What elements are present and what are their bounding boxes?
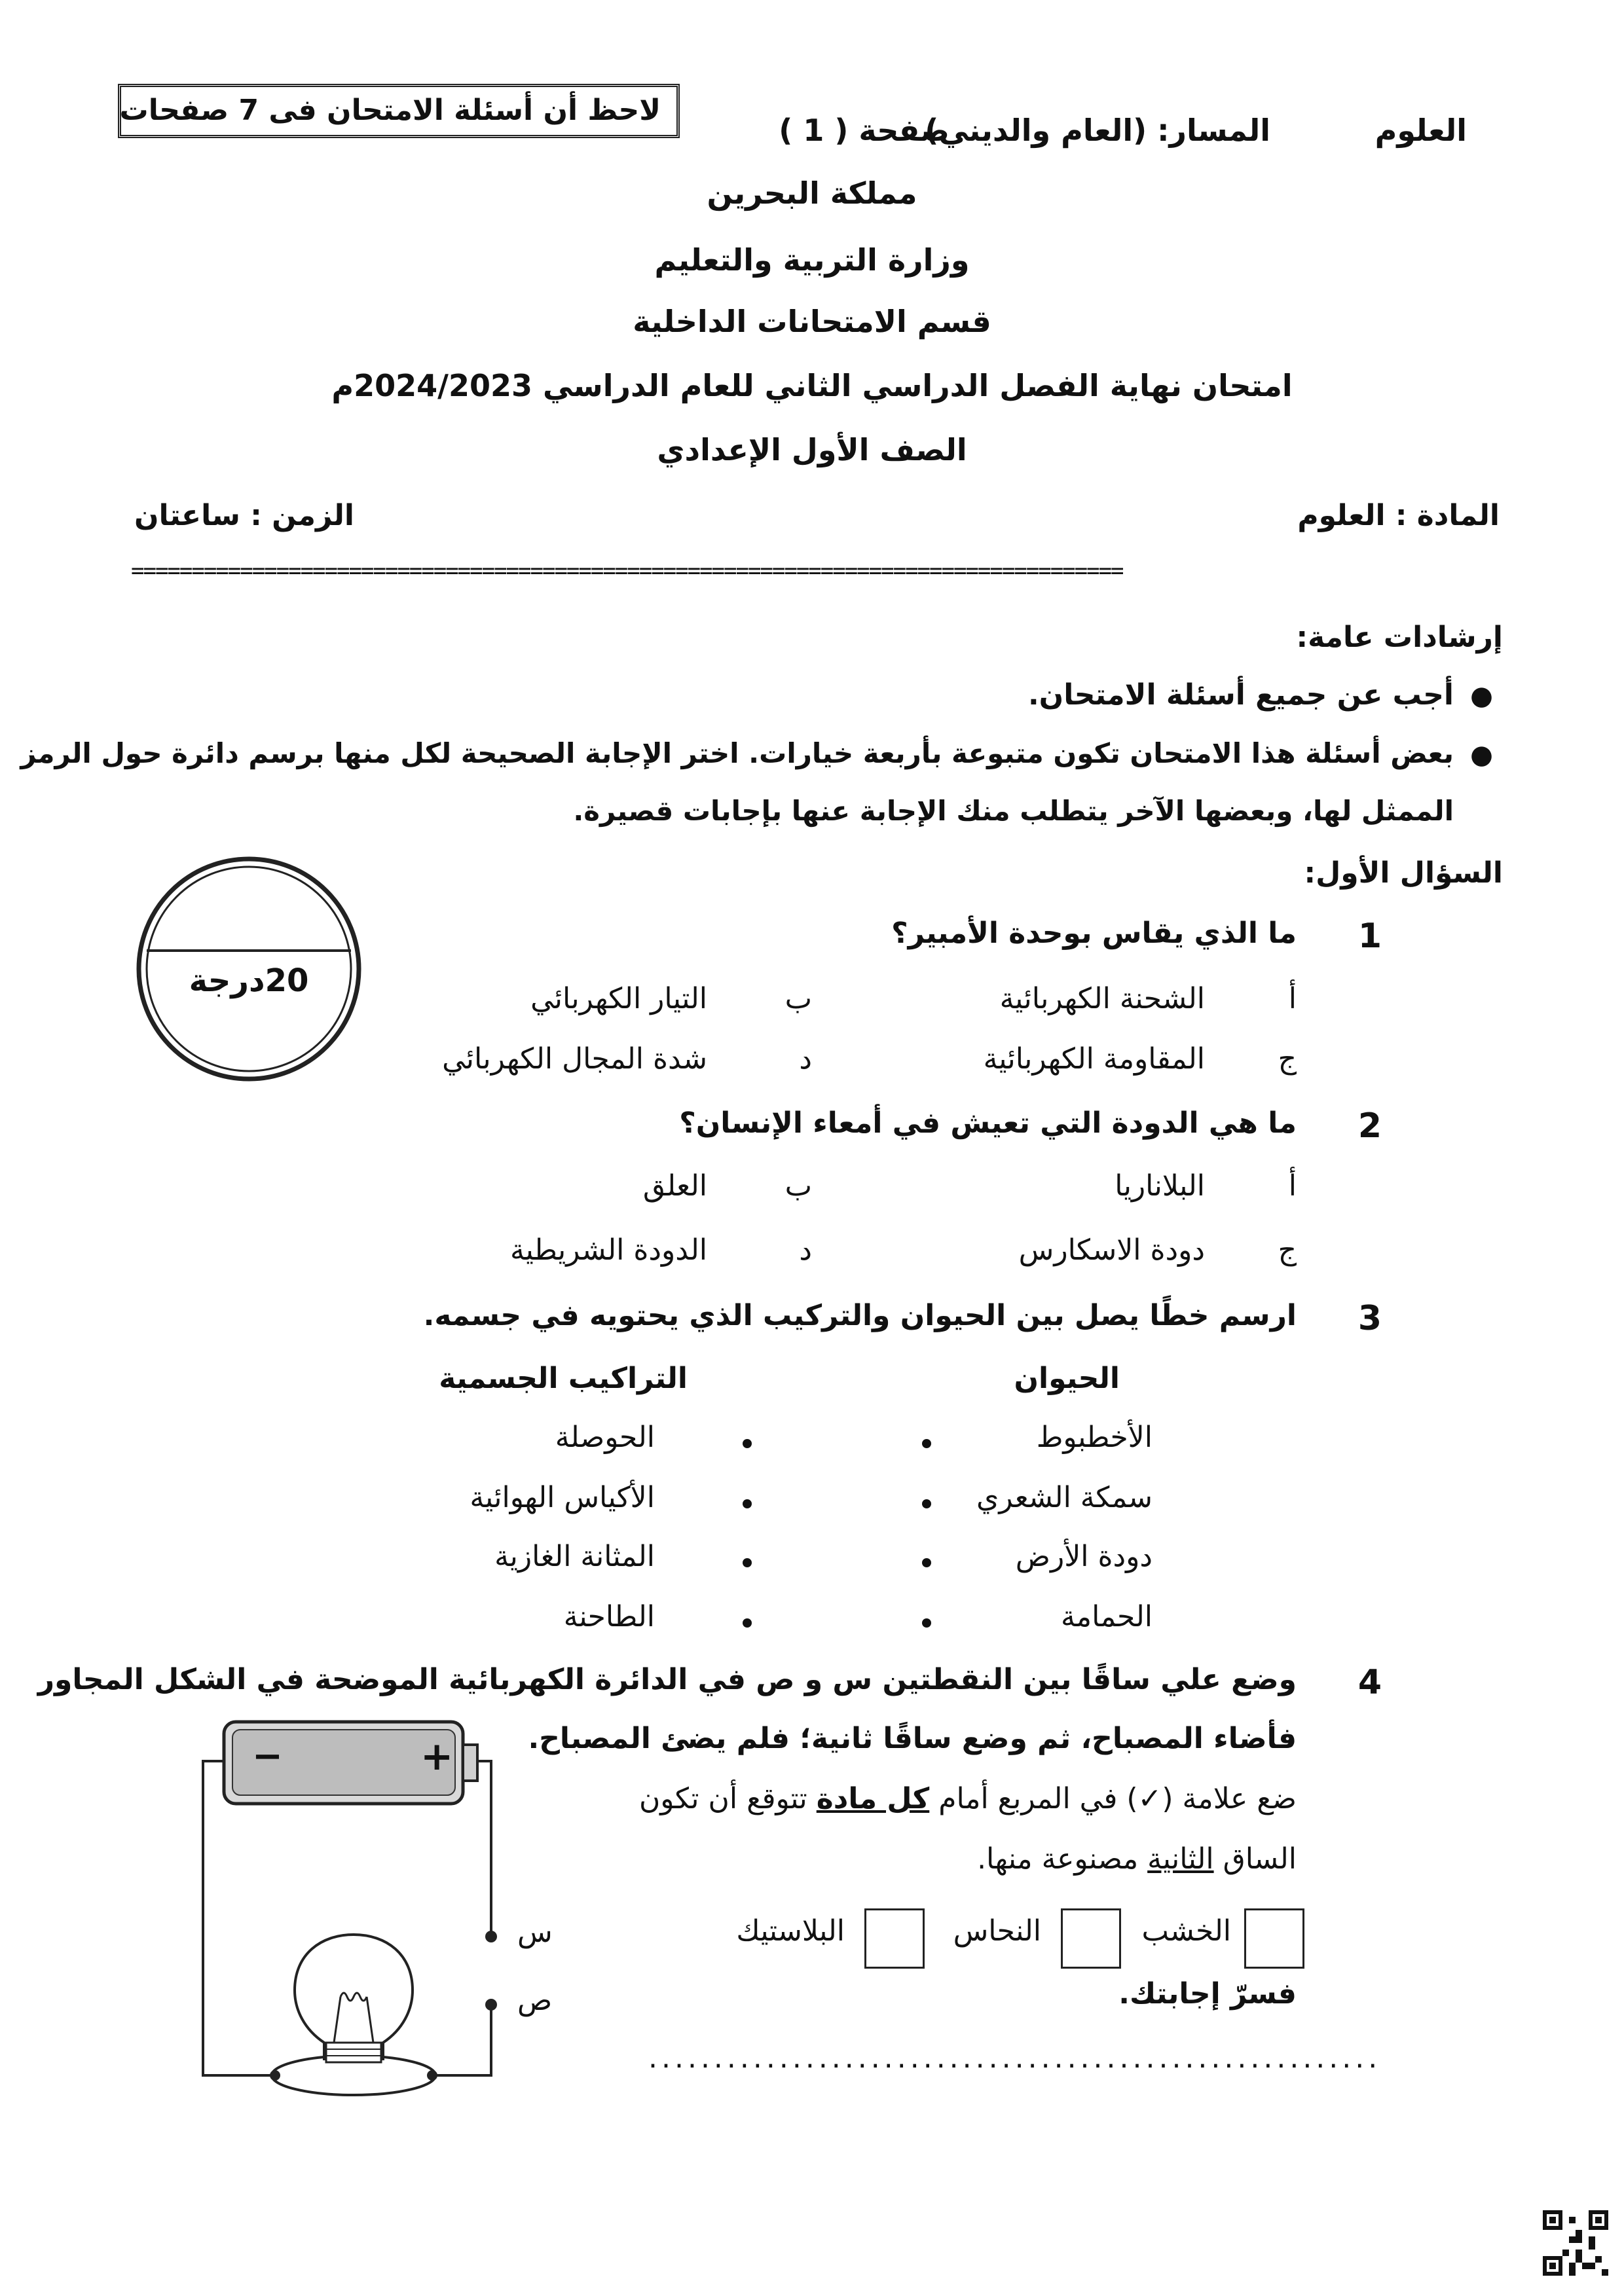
title-kingdom: مملكة البحرين [707, 175, 917, 211]
instruction-part: الساق [1213, 1842, 1297, 1876]
option-letter[interactable]: ج [1278, 1233, 1297, 1267]
terminal-point-p [485, 1999, 497, 2011]
score-value: 20درجة [189, 962, 309, 999]
question-number: 4 [1357, 1663, 1382, 1702]
animal-item: سمكة الشعري [976, 1481, 1153, 1514]
checkbox-copper[interactable] [1061, 1908, 1121, 1969]
animal-item: الأخطبوط [1036, 1421, 1153, 1454]
page-number: صفحة ( 1 ) [779, 113, 950, 148]
option-letter[interactable]: د [799, 1042, 812, 1076]
option-text[interactable]: المقاومة الكهربائية [983, 1042, 1205, 1076]
track-label: المسار: (العام والديني) [925, 113, 1270, 148]
question-number: 3 [1357, 1299, 1382, 1338]
structure-item: الأكياس الهوائية [470, 1481, 655, 1514]
option-text[interactable]: البلاناريا [1115, 1169, 1205, 1203]
option-letter[interactable]: ج [1278, 1042, 1297, 1076]
animal-item: دودة الأرض [1015, 1540, 1153, 1573]
match-dot[interactable] [743, 1499, 752, 1508]
separator-line: ================================================================================== [131, 558, 1123, 584]
match-dot[interactable] [743, 1558, 752, 1567]
instruction-item: أجب عن جميع أسئلة الامتحان. [1027, 678, 1454, 712]
structure-item: الحوصلة [555, 1421, 655, 1454]
question-text: ارسم خطًا يصل بين الحيوان والتركيب الذي يحتويه في جسمه. [423, 1299, 1297, 1332]
choice-label: الخشب [1141, 1914, 1231, 1948]
choice-label: البلاستيك [736, 1914, 845, 1948]
option-letter[interactable]: ب [784, 982, 812, 1015]
terminal-point-s [485, 1931, 497, 1942]
match-dot[interactable] [743, 1618, 752, 1628]
title-department: قسم الامتحانات الداخلية [633, 304, 991, 339]
match-dot[interactable] [922, 1499, 931, 1508]
question-text-continued: فأضاء المصباح، ثم وضع ساقًا ثانية؛ فلم يضئ المصباح. [528, 1722, 1297, 1755]
option-text[interactable]: الشحنة الكهربائية [999, 982, 1205, 1015]
battery-plus-label: + [420, 1734, 454, 1779]
animal-item: الحمامة [1060, 1600, 1153, 1633]
option-letter[interactable]: ب [784, 1169, 812, 1203]
checkbox-plastic[interactable] [864, 1908, 925, 1969]
choice-label: النحاس [953, 1914, 1041, 1948]
question-text: ما هي الدودة التي تعيش في أمعاء الإنسان؟ [679, 1106, 1297, 1140]
bullet-icon: ● [1470, 740, 1493, 770]
option-text[interactable]: شدة المجال الكهربائي [442, 1042, 707, 1076]
section-title: السؤال الأول: [1304, 856, 1503, 890]
match-dot[interactable] [922, 1618, 931, 1628]
structure-item: المثانة الغازية [494, 1540, 655, 1573]
title-grade: الصف الأول الإعدادي [657, 432, 967, 467]
option-letter[interactable]: أ [1288, 1169, 1297, 1203]
battery-minus-label: − [252, 1735, 283, 1777]
circuit-diagram [183, 1702, 524, 2108]
instructions-heading: إرشادات عامة: [1296, 621, 1503, 654]
instruction-item-continued: الممثل لها، وبعضها الآخر يتطلب منك الإجابة عنها بإجابات قصيرة. [573, 795, 1454, 827]
checkbox-wood[interactable] [1244, 1908, 1304, 1969]
question-number: 2 [1357, 1106, 1382, 1146]
column-header-animals: الحيوان [1014, 1362, 1120, 1395]
instruction-emphasis: كل مادة [816, 1782, 930, 1815]
option-letter[interactable]: د [799, 1233, 812, 1267]
instruction-item: بعض أسئلة هذا الامتحان تكون متبوعة بأربعة خيارات. اختر الإجابة الصحيحة لكل منها برسم دائرة حول الرمز [20, 737, 1454, 769]
column-header-structures: التراكيب الجسمية [439, 1362, 688, 1395]
instruction-part: تتوقع أن تكون [638, 1782, 817, 1815]
point-label-p: ص [517, 1984, 553, 2017]
question-number: 1 [1357, 917, 1382, 956]
subject-label: العلوم [1375, 113, 1467, 148]
option-text[interactable]: الدودة الشريطية [510, 1233, 707, 1267]
option-text[interactable]: دودة الاسكارس [1018, 1233, 1205, 1267]
match-dot[interactable] [743, 1439, 752, 1448]
match-dot[interactable] [922, 1558, 931, 1567]
option-text[interactable]: العلق [642, 1169, 707, 1203]
subject-meta: المادة : العلوم [1297, 499, 1500, 532]
title-ministry: وزارة التربية والتعليم [654, 242, 970, 278]
option-text[interactable]: التيار الكهربائي [530, 982, 707, 1015]
qr-code-icon [1543, 2210, 1608, 2276]
question-text: وضع علي ساقًا بين النقطتين س و ص في الدائرة الكهربائية الموضحة في الشكل المجاور [37, 1663, 1297, 1696]
q4-instruction [639, 1782, 1297, 1817]
answer-line[interactable]: ........................................................ [648, 2041, 1382, 2075]
structure-item: الطاحنة [563, 1600, 655, 1633]
time-meta: الزمن : ساعتان [134, 499, 354, 532]
explain-prompt: فسرّ إجابتك. [1118, 1977, 1297, 2011]
question-text: ما الذي يقاس بوحدة الأمبير؟ [891, 917, 1297, 950]
point-label-s: س [517, 1916, 553, 1949]
instruction-emphasis: الثانية [1147, 1842, 1214, 1876]
instruction-part: مصنوعة منها. [977, 1842, 1148, 1876]
match-dot[interactable] [922, 1439, 931, 1448]
pages-note: لاحظ أن أسئلة الامتحان فى 7 صفحات [118, 84, 680, 138]
instruction-part: ضع علامة (✓) في المربع أمام [929, 1782, 1297, 1815]
q4-instruction-continued [977, 1842, 1297, 1877]
option-letter[interactable]: أ [1288, 982, 1297, 1015]
title-exam: امتحان نهاية الفصل الدراسي الثاني للعام الدراسي 2024/2023م [331, 368, 1293, 403]
bullet-icon: ● [1470, 681, 1493, 711]
